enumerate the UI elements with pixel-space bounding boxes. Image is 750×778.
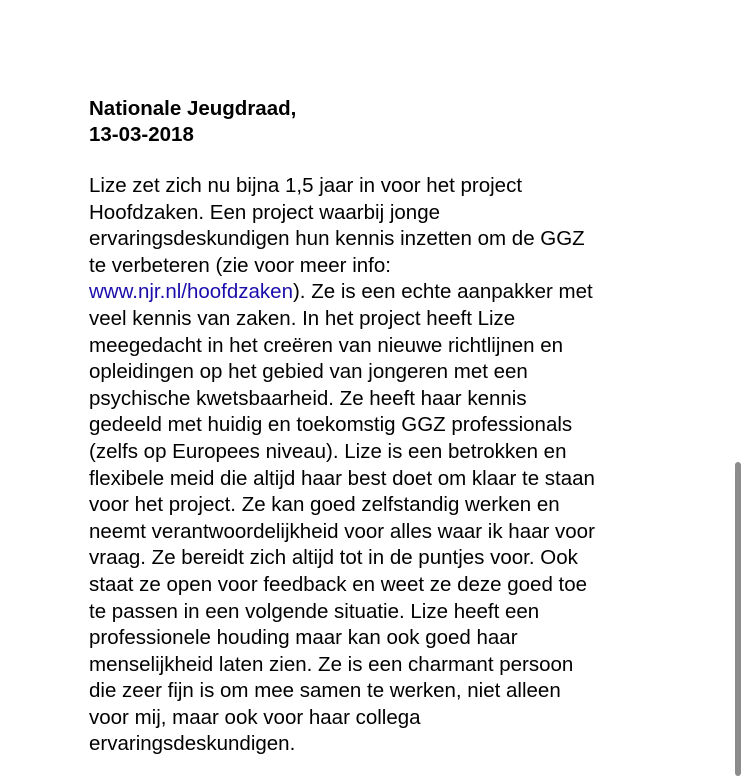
body-line: professionele houding maar kan ook goed haar [89,626,518,650]
body-line: (zelfs op Europees niveau). Lize is een betrokken en [89,439,567,463]
body-line: te passen in een volgende situatie. Lize heeft een [89,599,540,623]
link-suffix-text: ). Ze is een echte aanpakker met [292,280,593,304]
body-line: te verbeteren (zie voor meer info: [89,253,391,277]
body-line: Lize zet zich nu bijna 1,5 jaar in voor het project [89,174,523,197]
body-line: psychische kwetsbaarheid. Ze heeft haar kennis [89,386,527,410]
body-line: meegedacht in het creëren van nieuwe richtlijnen en [89,333,564,357]
body-line: veel kennis van zaken. In het project heeft Lize [89,306,516,330]
body-line: voor mij, maar ook voor haar collega [89,705,421,729]
body-line: Hoofdzaken. Een project waarbij jonge [89,200,440,224]
letter-header [89,96,296,148]
body-line: ervaringsdeskundigen hun kennis inzetten om de GGZ [89,227,585,251]
vertical-scrollbar[interactable] [735,462,741,776]
body-line: menselijkheid laten zien. Ze is een charmant persoon [89,652,574,676]
body-line: vraag. Ze bereidt zich altijd tot in de puntjes voor. Ook [89,546,578,570]
letter-date: 13-03-2018 [89,123,194,146]
hoofdzaken-link[interactable]: www.njr.nl/hoofdzaken [89,280,293,304]
body-line: gedeeld met huidig en toekomstig GGZ professionals [89,413,573,437]
body-line: opleidingen op het gebied van jongeren met een [89,360,528,384]
letter-body [89,173,689,758]
body-line: die zeer fijn is om mee samen te werken, niet alleen [89,679,561,703]
body-line: neemt verantwoordelijkheid voor alles waar ik haar voor [89,519,595,543]
body-line-with-link [89,279,689,306]
body-line: staat ze open voor feedback en weet ze deze goed toe [89,572,588,596]
organization-name: Nationale Jeugdraad, [89,97,297,120]
body-line: flexibele meid die altijd haar best doet om klaar te staan [89,466,595,490]
body-line: ervaringsdeskundigen. [89,732,296,756]
body-line: voor het project. Ze kan goed zelfstandig werken en [89,493,560,517]
